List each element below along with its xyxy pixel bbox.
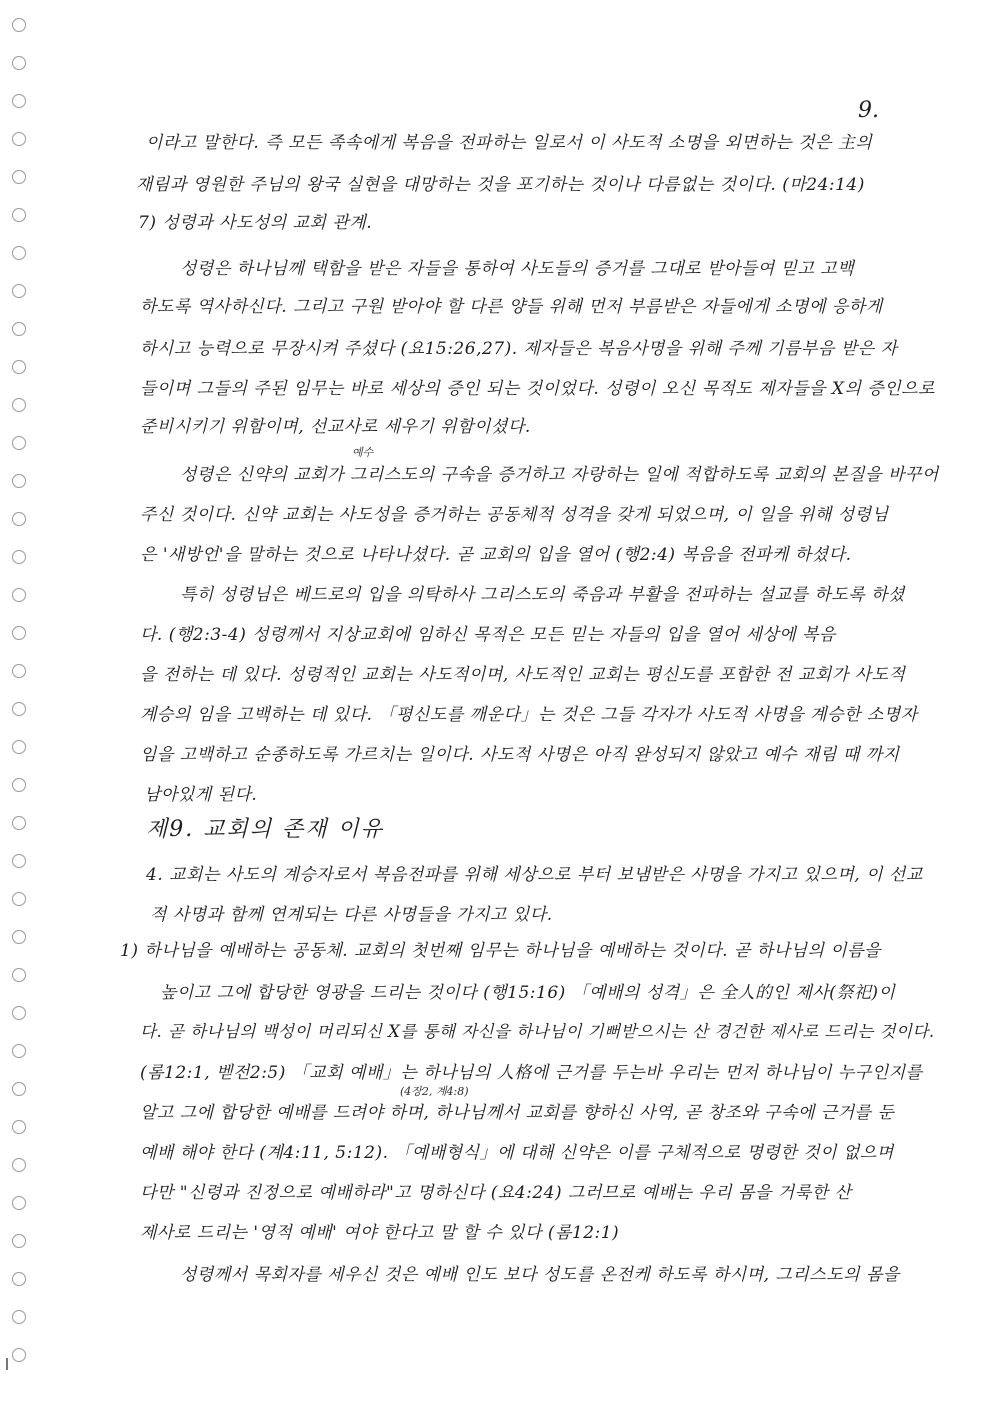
text-line: 알고 그에 합당한 예배를 드려야 하며, 하나님께서 교회를 향하신 사역, 곧 창조와 구속에 근거를 둔 xyxy=(140,1103,895,1123)
text-line: 주신 것이다. 신약 교회는 사도성을 증거하는 공동체적 성격을 갖게 되었으며, 이 일을 위해 성령님 xyxy=(140,505,889,525)
binder-hole xyxy=(12,56,26,70)
binder-hole xyxy=(12,1348,26,1362)
text-line: 1) 하나님을 예배하는 공동체. 교회의 첫번째 임무는 하나님을 예배하는 것이다. 곧 하나님의 이름을 xyxy=(120,941,882,961)
text-line: 예배 해야 한다 (계4:11, 5:12). 「예배형식」에 대해 신약은 이를 구체적으로 명령한 것이 없으며 xyxy=(140,1143,894,1163)
page-number: 9. xyxy=(858,98,879,123)
binder-hole xyxy=(12,1044,26,1058)
binder-hole xyxy=(12,854,26,868)
binder-hole xyxy=(12,512,26,526)
text-line: 준비시키기 위함이며, 선교사로 세우기 위함이셨다. xyxy=(140,417,531,437)
text-line: 이라고 말한다. 즉 모든 족속에게 복음을 전파하는 일로서 이 사도적 소명을 외면하는 것은 主의 xyxy=(146,133,873,153)
binder-hole xyxy=(12,1234,26,1248)
text-line: 다. (행2:3-4) 성령께서 지상교회에 임하신 목적은 모든 믿는 자들의 입을 열어 세상에 복음 xyxy=(140,625,836,645)
text-line: 을 전하는 데 있다. 성령적인 교회는 사도적이며, 사도적인 교회는 평신도를 포함한 전 교회가 사도적 xyxy=(140,665,906,685)
binder-hole xyxy=(12,892,26,906)
binder-hole xyxy=(12,436,26,450)
binder-holes xyxy=(12,18,42,1388)
binder-hole xyxy=(12,968,26,982)
binder-hole xyxy=(12,588,26,602)
text-line: 은 '새방언'을 말하는 것으로 나타나셨다. 곧 교회의 입을 열어 (행2:4) 복음을 전파케 하셨다. xyxy=(140,545,852,565)
binder-hole xyxy=(12,284,26,298)
binder-hole xyxy=(12,550,26,564)
text-line: 높이고 그에 합당한 영광을 드리는 것이다 (행15:16) 「예배의 성격」은 全人的인 제사(祭祀)이 xyxy=(160,983,896,1003)
binder-hole xyxy=(12,1006,26,1020)
text-line: 남아있게 된다. xyxy=(144,785,258,805)
text-line: 하도록 역사하신다. 그리고 구원 받아야 할 다른 양들 위해 먼저 부름받은 자들에게 소명에 응하게 xyxy=(140,297,883,317)
binder-hole xyxy=(12,1196,26,1210)
binder-hole xyxy=(12,398,26,412)
text-line: 적 사명과 함께 연계되는 다른 사명들을 가지고 있다. xyxy=(150,905,553,925)
text-line: 성령은 신약의 교회가 그리스도의 구속을 증거하고 자랑하는 일에 적합하도록 교회의 본질을 바꾸어 xyxy=(180,465,939,485)
binder-hole xyxy=(12,740,26,754)
text-line: 재림과 영원한 주님의 왕국 실현을 대망하는 것을 포기하는 것이나 다름없는 것이다. (마24:14) xyxy=(136,175,865,195)
text-line: 하시고 능력으로 무장시켜 주셨다 (요15:26,27). 제자들은 복음사명을 위해 주께 기름부음 받은 자 xyxy=(140,339,898,359)
binder-hole xyxy=(12,170,26,184)
binder-hole xyxy=(12,208,26,222)
binder-hole xyxy=(12,132,26,146)
binder-hole xyxy=(12,1310,26,1324)
text-line: 들이며 그들의 주된 임무는 바로 세상의 증인 되는 것이었다. 성령이 오신 목적도 제자들을 X의 증인으로 xyxy=(140,379,935,399)
binder-hole xyxy=(12,1158,26,1172)
text-line: 다만 "신령과 진정으로 예배하라"고 명하신다 (요4:24) 그러므로 예배는 우리 몸을 거룩한 산 xyxy=(140,1183,852,1203)
text-line: (롬12:1, 벧전2:5) 「교회 예배」는 하나님의 人格에 근거를 두는바 우리는 먼저 하나님이 누구인지를 xyxy=(140,1063,923,1083)
binder-hole xyxy=(12,930,26,944)
binder-hole xyxy=(12,816,26,830)
binder-hole xyxy=(12,246,26,260)
text-line: 성령은 하나님께 택함을 받은 자들을 통하여 사도들의 증거를 그대로 받아들여 믿고 고백 xyxy=(180,259,855,279)
binder-hole xyxy=(12,702,26,716)
binder-hole xyxy=(12,626,26,640)
text-line: 4. 교회는 사도의 계승자로서 복음전파를 위해 세상으로 부터 보냄받은 사명을 가지고 있으며, 이 선교 xyxy=(146,865,923,885)
text-line: 제사로 드리는 '영적 예배' 여야 한다고 말 할 수 있다 (롬12:1) xyxy=(140,1223,620,1243)
binder-hole xyxy=(12,18,26,32)
text-line: 7) 성령과 사도성의 교회 관계. xyxy=(138,213,373,233)
binder-hole xyxy=(12,94,26,108)
margin-mark xyxy=(6,1358,8,1370)
binder-hole xyxy=(12,1120,26,1134)
text-line: 임을 고백하고 순종하도록 가르치는 일이다. 사도적 사명은 아직 완성되지 않았고 예수 재림 때 까지 xyxy=(140,745,900,765)
text-line: 특히 성령님은 베드로의 입을 의탁하사 그리스도의 죽음과 부활을 전파하는 설교를 하도록 하셨 xyxy=(180,585,905,605)
binder-hole xyxy=(12,474,26,488)
text-line: 계승의 임을 고백하는 데 있다. 「평신도를 깨운다」는 것은 그들 각자가 사도적 사명을 계승한 소명자 xyxy=(140,705,918,725)
binder-hole xyxy=(12,322,26,336)
binder-hole xyxy=(12,360,26,374)
binder-hole xyxy=(12,1272,26,1286)
text-line: 다. 곧 하나님의 백성이 머리되신 X를 통해 자신을 하나님이 기뻐받으시는 산 경건한 제사로 드리는 것이다. xyxy=(140,1022,935,1041)
binder-hole xyxy=(12,664,26,678)
section-heading: 제9. 교회의 존재 이유 xyxy=(146,817,384,842)
binder-hole xyxy=(12,1082,26,1096)
insert-annotation: (4장2, 계4:8) xyxy=(400,1085,469,1098)
text-line: 성령께서 목회자를 세우신 것은 예배 인도 보다 성도를 온전케 하도록 하시며, 그리스도의 몸을 xyxy=(180,1265,900,1285)
binder-hole xyxy=(12,778,26,792)
insert-annotation: 예수 xyxy=(352,446,374,459)
